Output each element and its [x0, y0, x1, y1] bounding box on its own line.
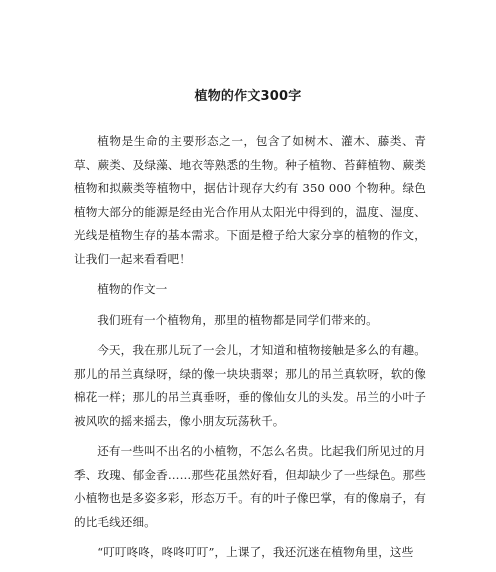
- document-title: 植物的作文300字: [194, 89, 302, 104]
- body-paragraph: 我们班有一个植物角，那里的植物都是同学们带来的。: [97, 312, 378, 327]
- section-heading: 植物的作文一: [97, 282, 168, 296]
- body-paragraph: “叮叮咚咚，咚咚叮叮”，上课了，我还沉迷在植物角里，这些: [97, 545, 414, 559]
- document-body: [74, 130, 426, 572]
- body-paragraph: 今天，我在那儿玩了一会儿，才知道和植物接触是多么的有趣。那儿的吊兰真绿呀，绿的像一块块翡翠；那儿的吊兰真软呀，软的像棉花一样；那儿的吊兰真垂呀，垂的像仙女儿的头发。吊兰的小叶子被风吹的摇来摇去，像小朋友玩荡秋千。: [74, 343, 426, 428]
- intro-paragraph: 植物是生命的主要形态之一，包含了如树木、灌木、藤类、青草、蕨类、及绿藻、地衣等熟悉的生物。种子植物、苔藓植物、蕨类植物和拟蕨类等植物中，据估计现存大约有 350 000 个物种。绿色植物大部分的能源是经由光合作用从太阳光中得到的，温度、湿度、光线是植物生存的基本需求。下面是橙子给大家分享的植物的作文，让我们一起来看看吧！: [74, 134, 426, 266]
- body-paragraph: 还有一些叫不出名的小植物，不怎么名贵。比起我们所见过的月季、玫瑰、郁金香……那些花虽然好看，但却缺少了一些绿色。那些小植物也是多姿多彩，形态万千。有的叶子像巴掌，有的像扇子，有的比毛线还细。: [74, 444, 426, 529]
